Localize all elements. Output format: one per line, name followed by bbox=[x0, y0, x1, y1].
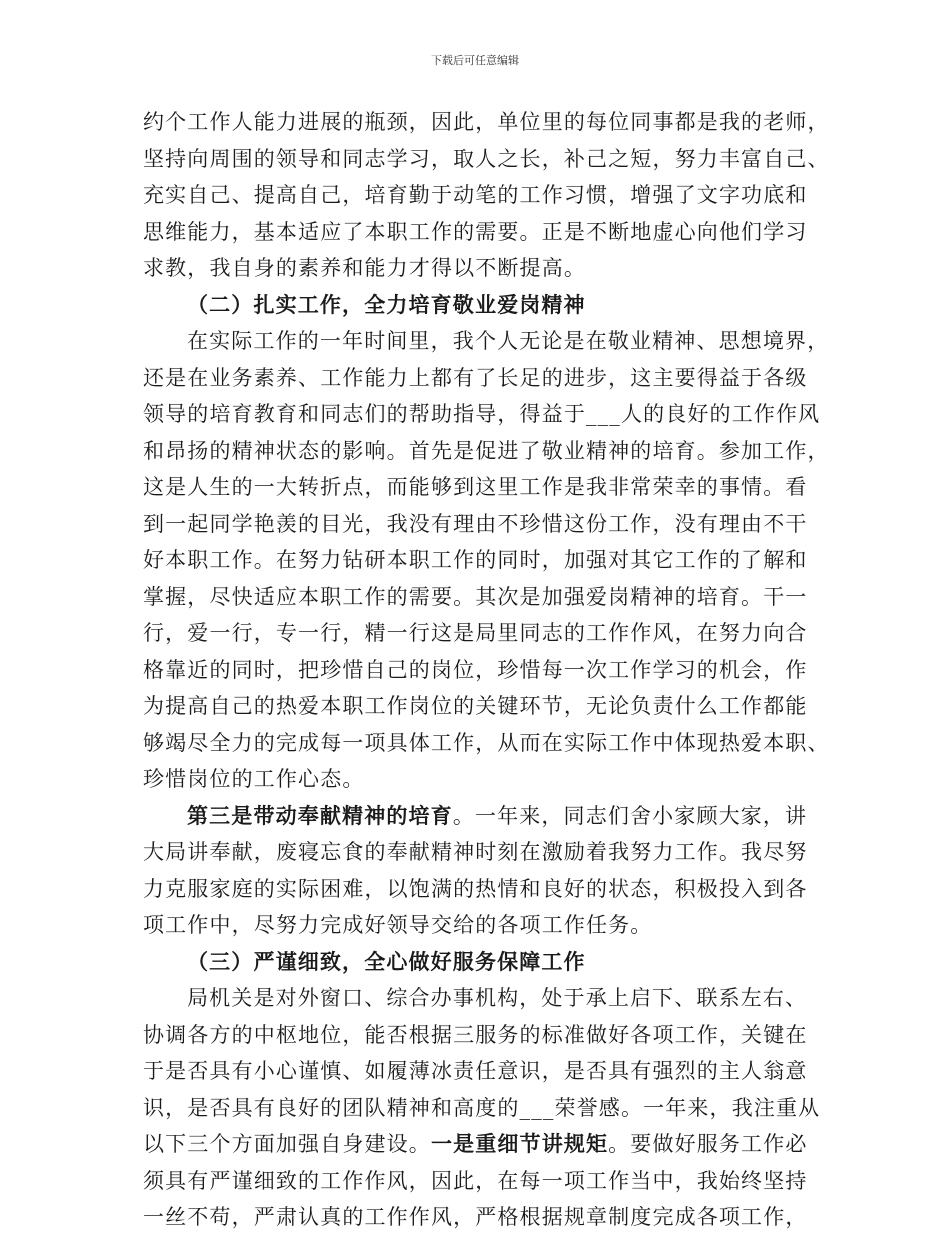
text-line bbox=[143, 506, 813, 543]
text-segment: 力克服家庭的实际困难，以饱满的热情和良好的状态，积极投入到各 bbox=[143, 876, 808, 901]
text-segment: 为提高自己的热爱本职工作岗位的关键环节，无论负责什么工作都能 bbox=[143, 694, 808, 718]
text-line bbox=[143, 615, 813, 652]
text-line bbox=[143, 980, 813, 1017]
text-segment: 领导的培育教育和同志们的帮助指导，得益于___人的良好的工作作风 bbox=[143, 402, 821, 426]
text-segment: 项工作中，尽努力完成好领导交给的各项工作任务。 bbox=[143, 913, 653, 937]
bold-text-segment: （二）扎实工作，全力培育敬业爱岗精神 bbox=[187, 291, 586, 317]
text-line bbox=[143, 469, 813, 506]
text-line bbox=[143, 542, 813, 579]
text-line bbox=[143, 250, 813, 287]
text-segment: 好本职工作。在努力钻研本职工作的同时，加强对其它工作的了解和 bbox=[143, 548, 808, 572]
text-segment: 到一起同学艳羡的目光，我没有理由不珍惜这份工作，没有理由不干 bbox=[143, 511, 808, 536]
text-line bbox=[143, 396, 821, 433]
text-line bbox=[143, 944, 813, 981]
text-line bbox=[143, 1126, 813, 1163]
page-header: 下载后可任意编辑 bbox=[431, 54, 519, 67]
text-line bbox=[143, 323, 830, 360]
text-segment: 须具有严谨细致的工作作风，因此，在每一项工作当中，我始终坚持 bbox=[143, 1168, 808, 1193]
text-line bbox=[143, 834, 813, 871]
text-line bbox=[143, 1199, 813, 1236]
text-segment: 和昂扬的精神状态的影响。首先是促进了敬业精神的培育。参加工作， bbox=[143, 438, 830, 463]
text-line bbox=[143, 177, 813, 214]
text-segment: 这是人生的一大转折点，而能够到这里工作是我非常荣幸的事情。看 bbox=[143, 475, 808, 499]
text-line bbox=[143, 214, 813, 251]
text-segment: 求教，我自身的素养和能力才得以不断提高。 bbox=[143, 256, 586, 280]
text-segment: 格靠近的同时，把珍惜自己的岗位，珍惜每一次工作学习的机会，作 bbox=[143, 657, 808, 682]
text-segment: 行，爱一行，专一行，精一行这是局里同志的工作作风，在努力向合 bbox=[143, 621, 808, 645]
text-line bbox=[143, 688, 813, 725]
text-segment: 一丝不苟，严肃认真的工作作风，严格根据规章制度完成各项工作， bbox=[143, 1205, 808, 1229]
text-line bbox=[143, 579, 813, 616]
text-segment: 掌握，尽快适应本职工作的需要。其次是加强爱岗精神的培育。干一 bbox=[143, 584, 808, 609]
text-line bbox=[143, 871, 813, 908]
text-line bbox=[143, 798, 813, 835]
text-segment: 坚持向周围的领导和同志学习，取人之长，补己之短，努力丰富自己、 bbox=[143, 146, 830, 171]
text-line bbox=[143, 1017, 813, 1054]
bold-text-segment: 第三是带动奉献精神的培育 bbox=[187, 802, 453, 828]
text-segment: 。一年来，同志们舍小家顾大家，讲 bbox=[452, 803, 808, 828]
text-segment: 充实自己、提高自己，培育勤于动笔的工作习惯，增强了文字功底和 bbox=[143, 183, 808, 207]
text-line bbox=[143, 141, 830, 178]
text-segment: 于是否具有小心谨慎、如履薄冰责任意识，是否具有强烈的主人翁意 bbox=[143, 1059, 808, 1083]
text-segment: 约个工作人能力进展的瓶颈，因此，单位里的每位同事都是我的老师， bbox=[143, 110, 830, 134]
text-segment: 还是在业务素养、工作能力上都有了长足的进步，这主要得益于各级 bbox=[143, 365, 808, 390]
text-segment: 在实际工作的一年时间里，我个人无论是在敬业精神、思想境界， bbox=[187, 329, 830, 353]
text-segment: 协调各方的中枢地位，能否根据三服务的标准做好各项工作，关键在 bbox=[143, 1022, 808, 1047]
text-segment: 识，是否具有良好的团队精神和高度的___荣誉感。一年来，我注重从 bbox=[143, 1095, 821, 1120]
text-line bbox=[143, 287, 813, 324]
text-segment: 以下三个方面加强自身建设。 bbox=[143, 1132, 431, 1156]
text-line bbox=[143, 104, 830, 141]
text-line bbox=[143, 433, 830, 470]
text-line bbox=[143, 360, 813, 397]
text-segment: 珍惜岗位的工作心态。 bbox=[143, 767, 365, 791]
text-segment: 够竭尽全力的完成每一项具体工作，从而在实际工作中体现热爱本职、 bbox=[143, 730, 830, 755]
text-line bbox=[143, 907, 813, 944]
text-line bbox=[143, 1053, 813, 1090]
text-line bbox=[143, 1090, 821, 1127]
text-segment: 思维能力，基本适应了本职工作的需要。正是不断地虚心向他们学习 bbox=[143, 219, 808, 244]
bold-text-segment: （三）严谨细致，全心做好服务保障工作 bbox=[187, 948, 586, 974]
text-segment: 。要做好服务工作必 bbox=[608, 1132, 808, 1156]
document-body bbox=[143, 104, 830, 1236]
text-line bbox=[143, 1163, 813, 1200]
text-line bbox=[143, 652, 813, 689]
text-segment: 局机关是对外窗口、综合办事机构，处于承上启下、联系左右、 bbox=[187, 986, 808, 1010]
text-line bbox=[143, 761, 813, 798]
bold-text-segment: 一是重细节讲规矩 bbox=[430, 1131, 609, 1156]
text-segment: 大局讲奉献，废寝忘食的奉献精神时刻在激励着我努力工作。我尽努 bbox=[143, 840, 808, 864]
text-line bbox=[143, 725, 830, 762]
